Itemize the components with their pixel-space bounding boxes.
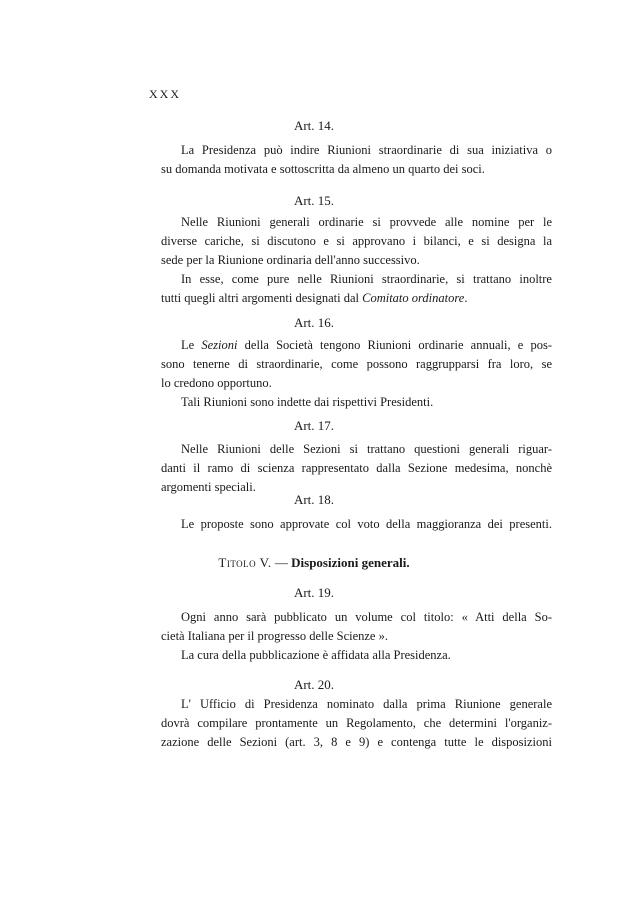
title-dash: — (274, 555, 288, 570)
text-line: argomenti speciali. (161, 480, 256, 494)
article-15-heading: Art. 15. (293, 193, 335, 208)
text-line: cietà Italiana per il progresso delle Scienze ». (161, 629, 388, 643)
article-17-text (161, 440, 552, 497)
italic-term: Comitato ordinatore (362, 291, 465, 305)
section-title (0, 555, 628, 571)
article-18-text (161, 515, 552, 534)
article-14-heading: Art. 14. (293, 118, 335, 133)
section-label: Titolo V. (218, 555, 272, 570)
text-line (161, 289, 552, 308)
article-14-text (161, 141, 552, 179)
text-line: su domanda motivata e sottoscritta da almeno un quarto dei soci. (161, 162, 485, 176)
article-20-text (161, 695, 552, 752)
article-15-text (161, 213, 552, 308)
text-line: lo credono opportuno. (161, 376, 272, 390)
page-number: XXX (149, 87, 181, 101)
text-run: della Società tengono Riunioni ordinarie annuali, e pos- (244, 338, 553, 352)
text-line: La cura della pubblicazione è affidata alla Presidenza. (181, 648, 451, 662)
article-16-text (161, 336, 552, 412)
text-run: tutti quegli altri argomenti designati dal (161, 291, 359, 305)
text-line: diverse cariche, si discutono e si approvano i bilanci, e si designa la (161, 234, 552, 248)
text-line: zazione delle Sezioni (art. 3, 8 e 9) e contenga tutte le disposizioni (161, 735, 552, 749)
text-line: L' Ufficio di Presidenza nominato dalla prima Riunione generale (181, 697, 552, 711)
article-19-heading: Art. 19. (293, 585, 335, 600)
text-line: Ogni anno sarà pubblicato un volume col titolo: « Atti della So- (181, 610, 552, 624)
text-line: sono tenerne di straordinarie, come possono raggrupparsi fra loro, se (161, 357, 552, 371)
text-line: In esse, come pure nelle Riunioni straordinarie, si trattano inoltre (181, 272, 552, 286)
text-line: Nelle Riunioni delle Sezioni si trattano questioni generali riguar- (181, 442, 552, 456)
article-19-text (161, 608, 552, 665)
text-run: Le (181, 338, 195, 352)
text-line: La Presidenza può indire Riunioni straordinarie di sua iniziativa o (181, 143, 552, 157)
text-line (161, 336, 552, 355)
article-18-heading: Art. 18. (293, 492, 335, 507)
text-line: Tali Riunioni sono indette dai rispettivi Presidenti. (181, 395, 434, 409)
text-line: sede per la Riunione ordinaria dell'anno successivo. (161, 253, 420, 267)
section-title-text: Disposizioni generali. (291, 555, 410, 570)
text-line: danti il ramo di scienza rappresentato dalla Sezione medesima, nonchè (161, 461, 552, 475)
text-line: Nelle Riunioni generali ordinarie si provvede alle nomine per le (181, 215, 552, 229)
text-line: dovrà compilare prontamente un Regolamento, che determini l'organiz- (161, 716, 552, 730)
article-20-heading: Art. 20. (293, 677, 335, 692)
article-17-heading: Art. 17. (293, 418, 335, 433)
article-16-heading: Art. 16. (293, 315, 335, 330)
text-line: Le proposte sono approvate col voto della maggioranza dei presenti. (181, 517, 552, 531)
punctuation: . (464, 291, 468, 305)
italic-term: Sezioni (201, 338, 238, 352)
